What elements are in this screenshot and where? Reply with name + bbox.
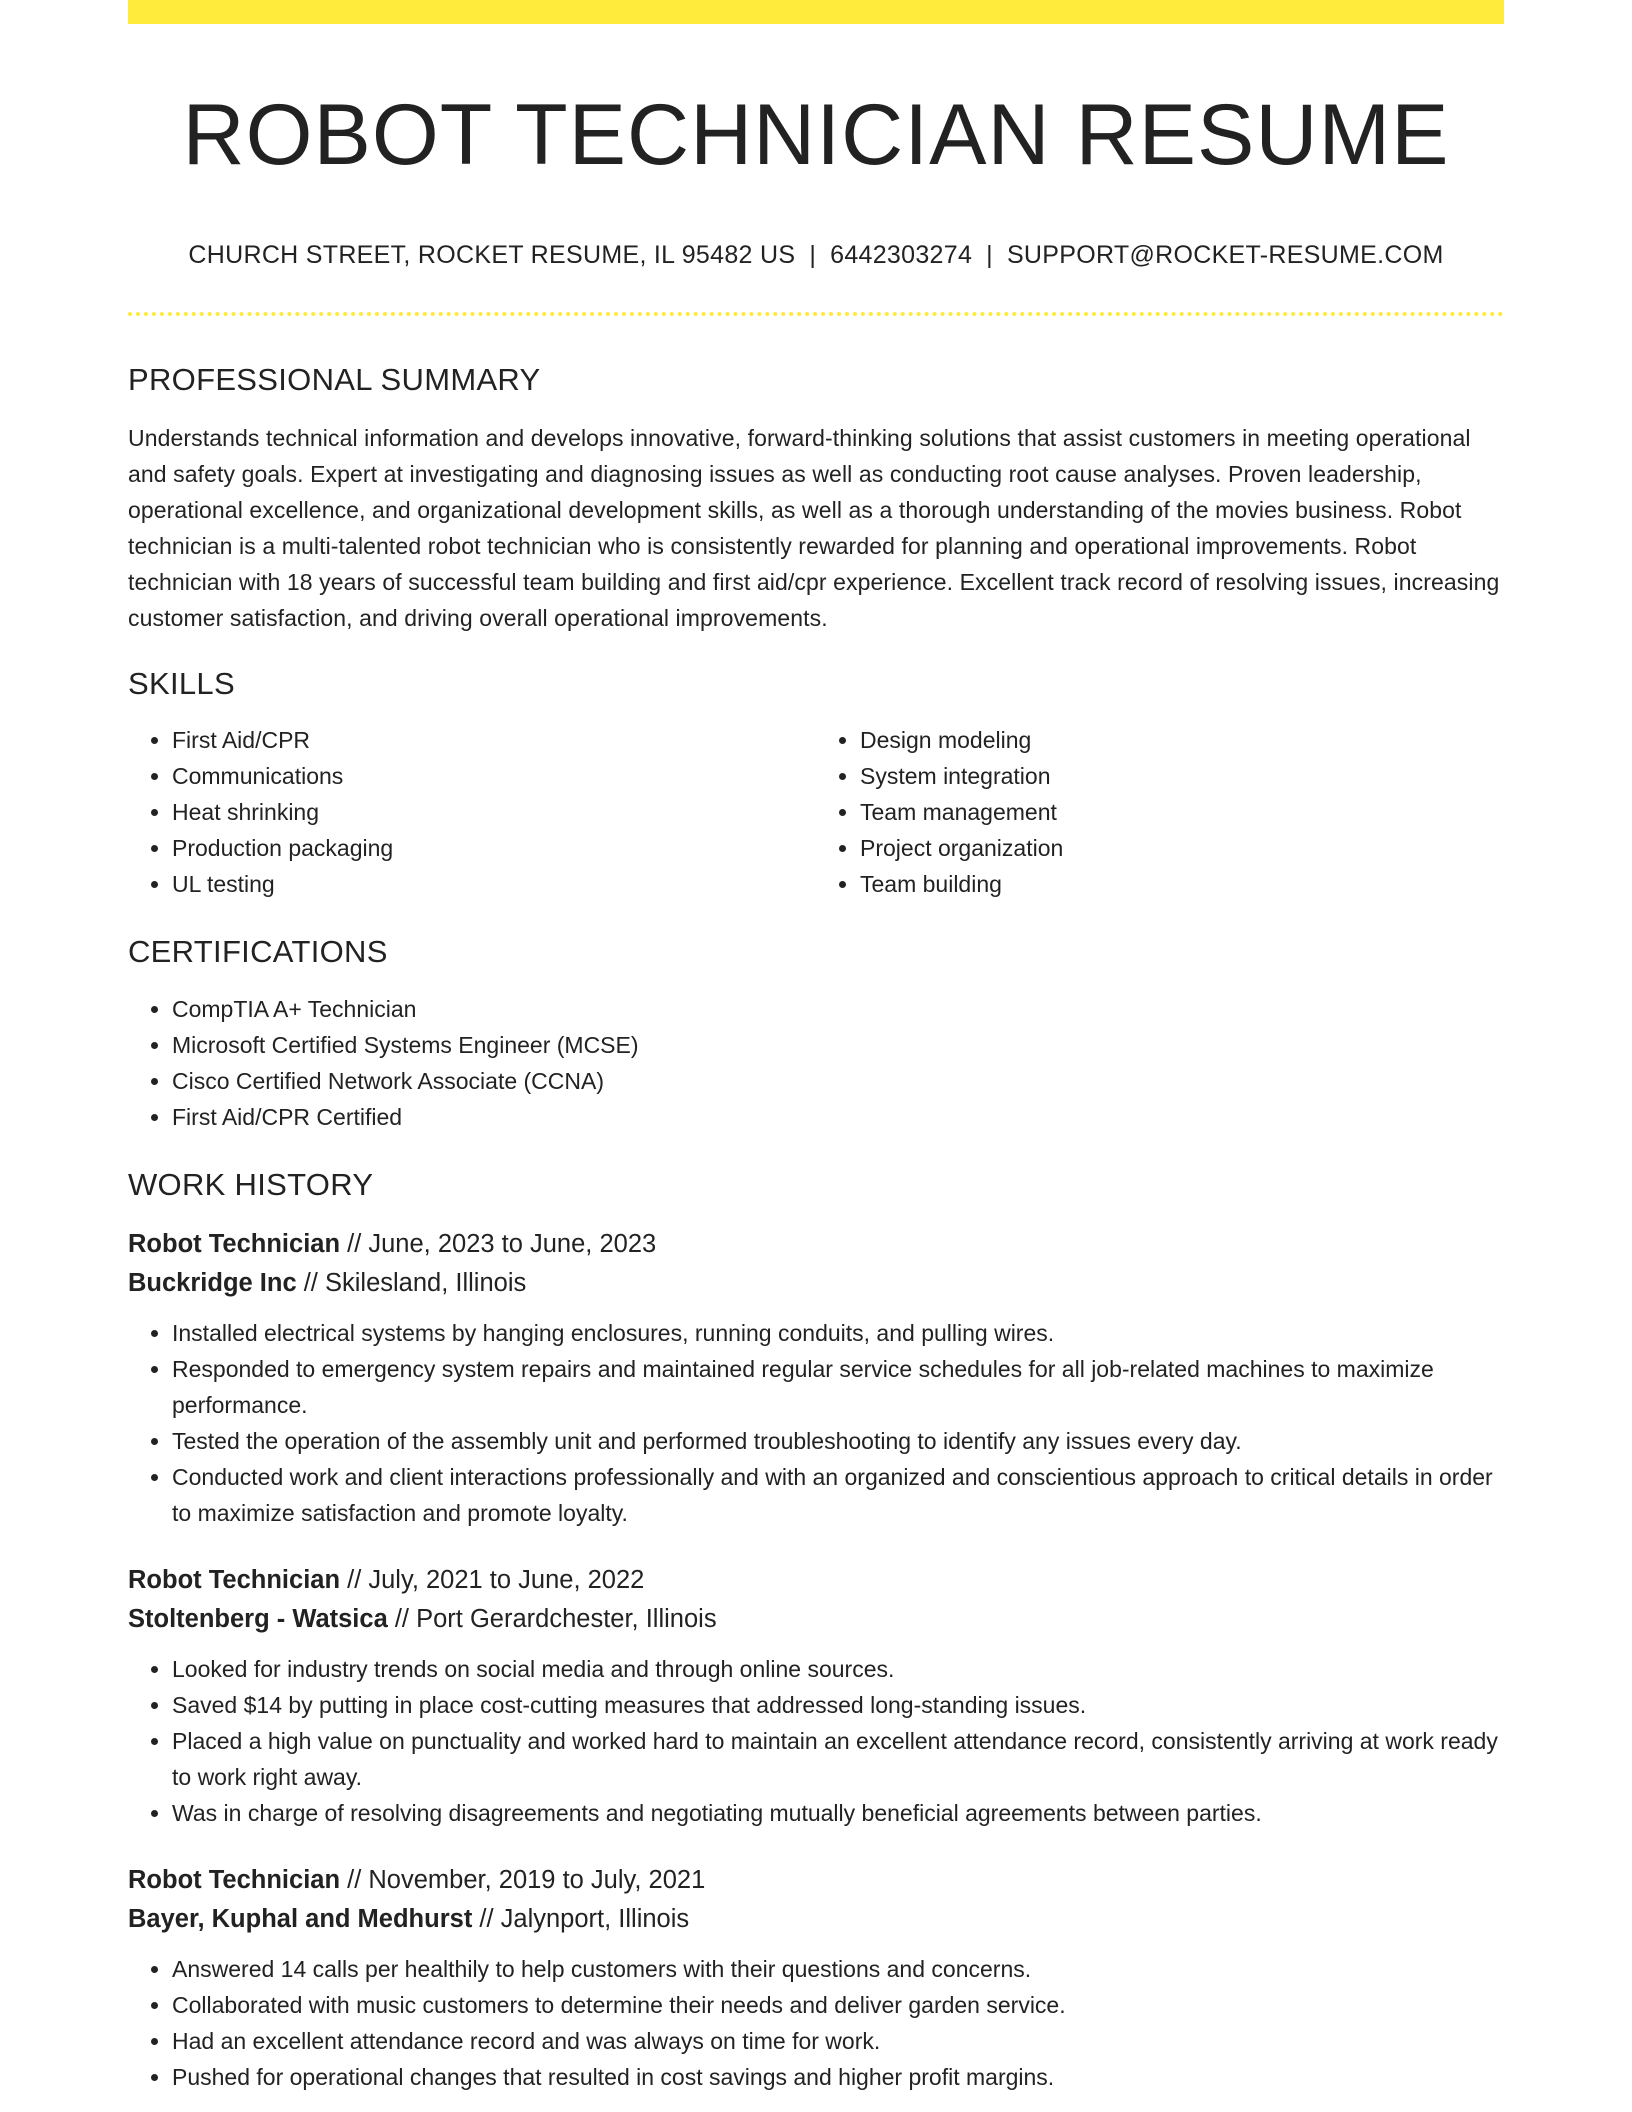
contact-separator: | [986, 241, 993, 270]
job-separator: // [387, 1604, 417, 1633]
skills-heading: SKILLS [128, 665, 235, 701]
job-dates: June, 2023 to June, 2023 [368, 1229, 657, 1258]
work-history-heading: WORK HISTORY [128, 1166, 374, 1202]
contact-separator: | [809, 241, 817, 270]
job-company: Buckridge Inc [128, 1268, 297, 1297]
job-title-line [128, 1225, 1504, 1264]
job-company-line [128, 1900, 1504, 1939]
resume-title: ROBOT TECHNICIAN RESUME [182, 87, 1450, 183]
dotted-divider [128, 312, 1504, 316]
skill-item: • First Aid/CPR [172, 722, 816, 758]
certification-item: • Cisco Certified Network Associate (CCNA) [172, 1063, 1504, 1099]
job-separator: // [340, 1229, 369, 1258]
job-location: Port Gerardchester, Illinois [416, 1604, 717, 1633]
job-dates: July, 2021 to June, 2022 [368, 1565, 645, 1594]
job-location: Skilesland, Illinois [324, 1268, 527, 1297]
contact-email: SUPPORT@ROCKET-RESUME.COM [1006, 241, 1444, 270]
job-bullet: • Pushed for operational changes that resulted in cost savings and higher profit margins. [172, 2059, 1504, 2095]
job-bullets [128, 1951, 1504, 2095]
certification-item: • Microsoft Certified Systems Engineer (MCSE) [172, 1027, 1504, 1063]
skill-item: • System integration [860, 758, 1504, 794]
job-entry [128, 1861, 1504, 2095]
job-title: Robot Technician [128, 1229, 341, 1258]
skills-column-right [816, 722, 1504, 902]
job-bullet: • Collaborated with music customers to determine their needs and deliver garden service. [172, 1987, 1504, 2023]
job-dates: November, 2019 to July, 2021 [368, 1865, 706, 1894]
job-bullet: • Placed a high value on punctuality and worked hard to maintain an excellent attendance record, consistently arriving at work ready to work right away. [172, 1723, 1504, 1795]
job-separator: // [340, 1565, 369, 1594]
job-location: Jalynport, Illinois [500, 1904, 690, 1933]
skill-item: • Design modeling [860, 722, 1504, 758]
job-company-line [128, 1600, 1504, 1639]
skill-item: • Team management [860, 794, 1504, 830]
skill-item: • Communications [172, 758, 816, 794]
summary-text: Understands technical information and develops innovative, forward-thinking solutions that assist customers in meeting operational and safety goals. Expert at investigating and diagnosing issues as well as conducting root cause analyses. Proven leadership, operational excellence, and organizational development skills, as well as a thorough understanding of the movies business. Robot technician is a multi-talented robot technician who is consistently rewarded for planning and operational improvements. Robot technician with 18 years of successful team building and first aid/cpr experience. Excellent track record of resolving issues, increasing customer satisfaction, and driving overall operational improvements. [128, 424, 1500, 631]
job-separator: // [472, 1904, 501, 1933]
resume-page [128, 0, 1504, 2095]
skill-item: • Project organization [860, 830, 1504, 866]
job-bullets [128, 1315, 1504, 1531]
job-bullet: • Had an excellent attendance record and was always on time for work. [172, 2023, 1504, 2059]
job-bullet: • Responded to emergency system repairs and maintained regular service schedules for all job-related machines to maximize performance. [172, 1351, 1504, 1423]
certification-item: • First Aid/CPR Certified [172, 1099, 1504, 1135]
job-title: Robot Technician [128, 1565, 341, 1594]
job-entry [128, 1561, 1504, 1831]
skills-column-left [128, 722, 816, 902]
skill-item: • UL testing [172, 866, 816, 902]
summary-heading: PROFESSIONAL SUMMARY [128, 361, 541, 397]
job-title: Robot Technician [128, 1865, 341, 1894]
top-accent-bar [128, 0, 1504, 24]
job-company: Bayer, Kuphal and Medhurst [128, 1904, 473, 1933]
job-company-line [128, 1264, 1504, 1303]
job-bullet: • Conducted work and client interactions professionally and with an organized and conscientious approach to critical details in order to maximize satisfaction and promote loyalty. [172, 1459, 1504, 1531]
job-bullet: • Saved $14 by putting in place cost-cutting measures that addressed long-standing issues. [172, 1687, 1504, 1723]
skill-item: • Heat shrinking [172, 794, 816, 830]
certifications-heading: CERTIFICATIONS [128, 934, 388, 970]
job-bullet: • Answered 14 calls per healthily to help customers with their questions and concerns. [172, 1951, 1504, 1987]
job-entry [128, 1225, 1504, 1531]
job-company: Stoltenberg - Watsica [128, 1604, 388, 1633]
contact-line [128, 239, 1504, 272]
skill-item: • Production packaging [172, 830, 816, 866]
job-separator: // [340, 1865, 369, 1894]
skill-item: • Team building [860, 866, 1504, 902]
job-bullet: • Looked for industry trends on social media and through online sources. [172, 1651, 1504, 1687]
contact-phone: 6442303274 [830, 241, 973, 270]
job-bullets [128, 1651, 1504, 1831]
skills-list [128, 722, 1504, 902]
job-title-line [128, 1861, 1504, 1900]
certification-item: • CompTIA A+ Technician [172, 991, 1504, 1027]
job-bullet: • Was in charge of resolving disagreements and negotiating mutually beneficial agreements between parties. [172, 1795, 1504, 1831]
job-title-line [128, 1561, 1504, 1600]
job-separator: // [296, 1268, 325, 1297]
certifications-list [128, 991, 1504, 1135]
contact-address: CHURCH STREET, ROCKET RESUME, IL 95482 US [188, 241, 796, 270]
job-bullet: • Installed electrical systems by hanging enclosures, running conduits, and pulling wires. [172, 1315, 1504, 1351]
job-bullet: • Tested the operation of the assembly unit and performed troubleshooting to identify any issues every day. [172, 1423, 1504, 1459]
